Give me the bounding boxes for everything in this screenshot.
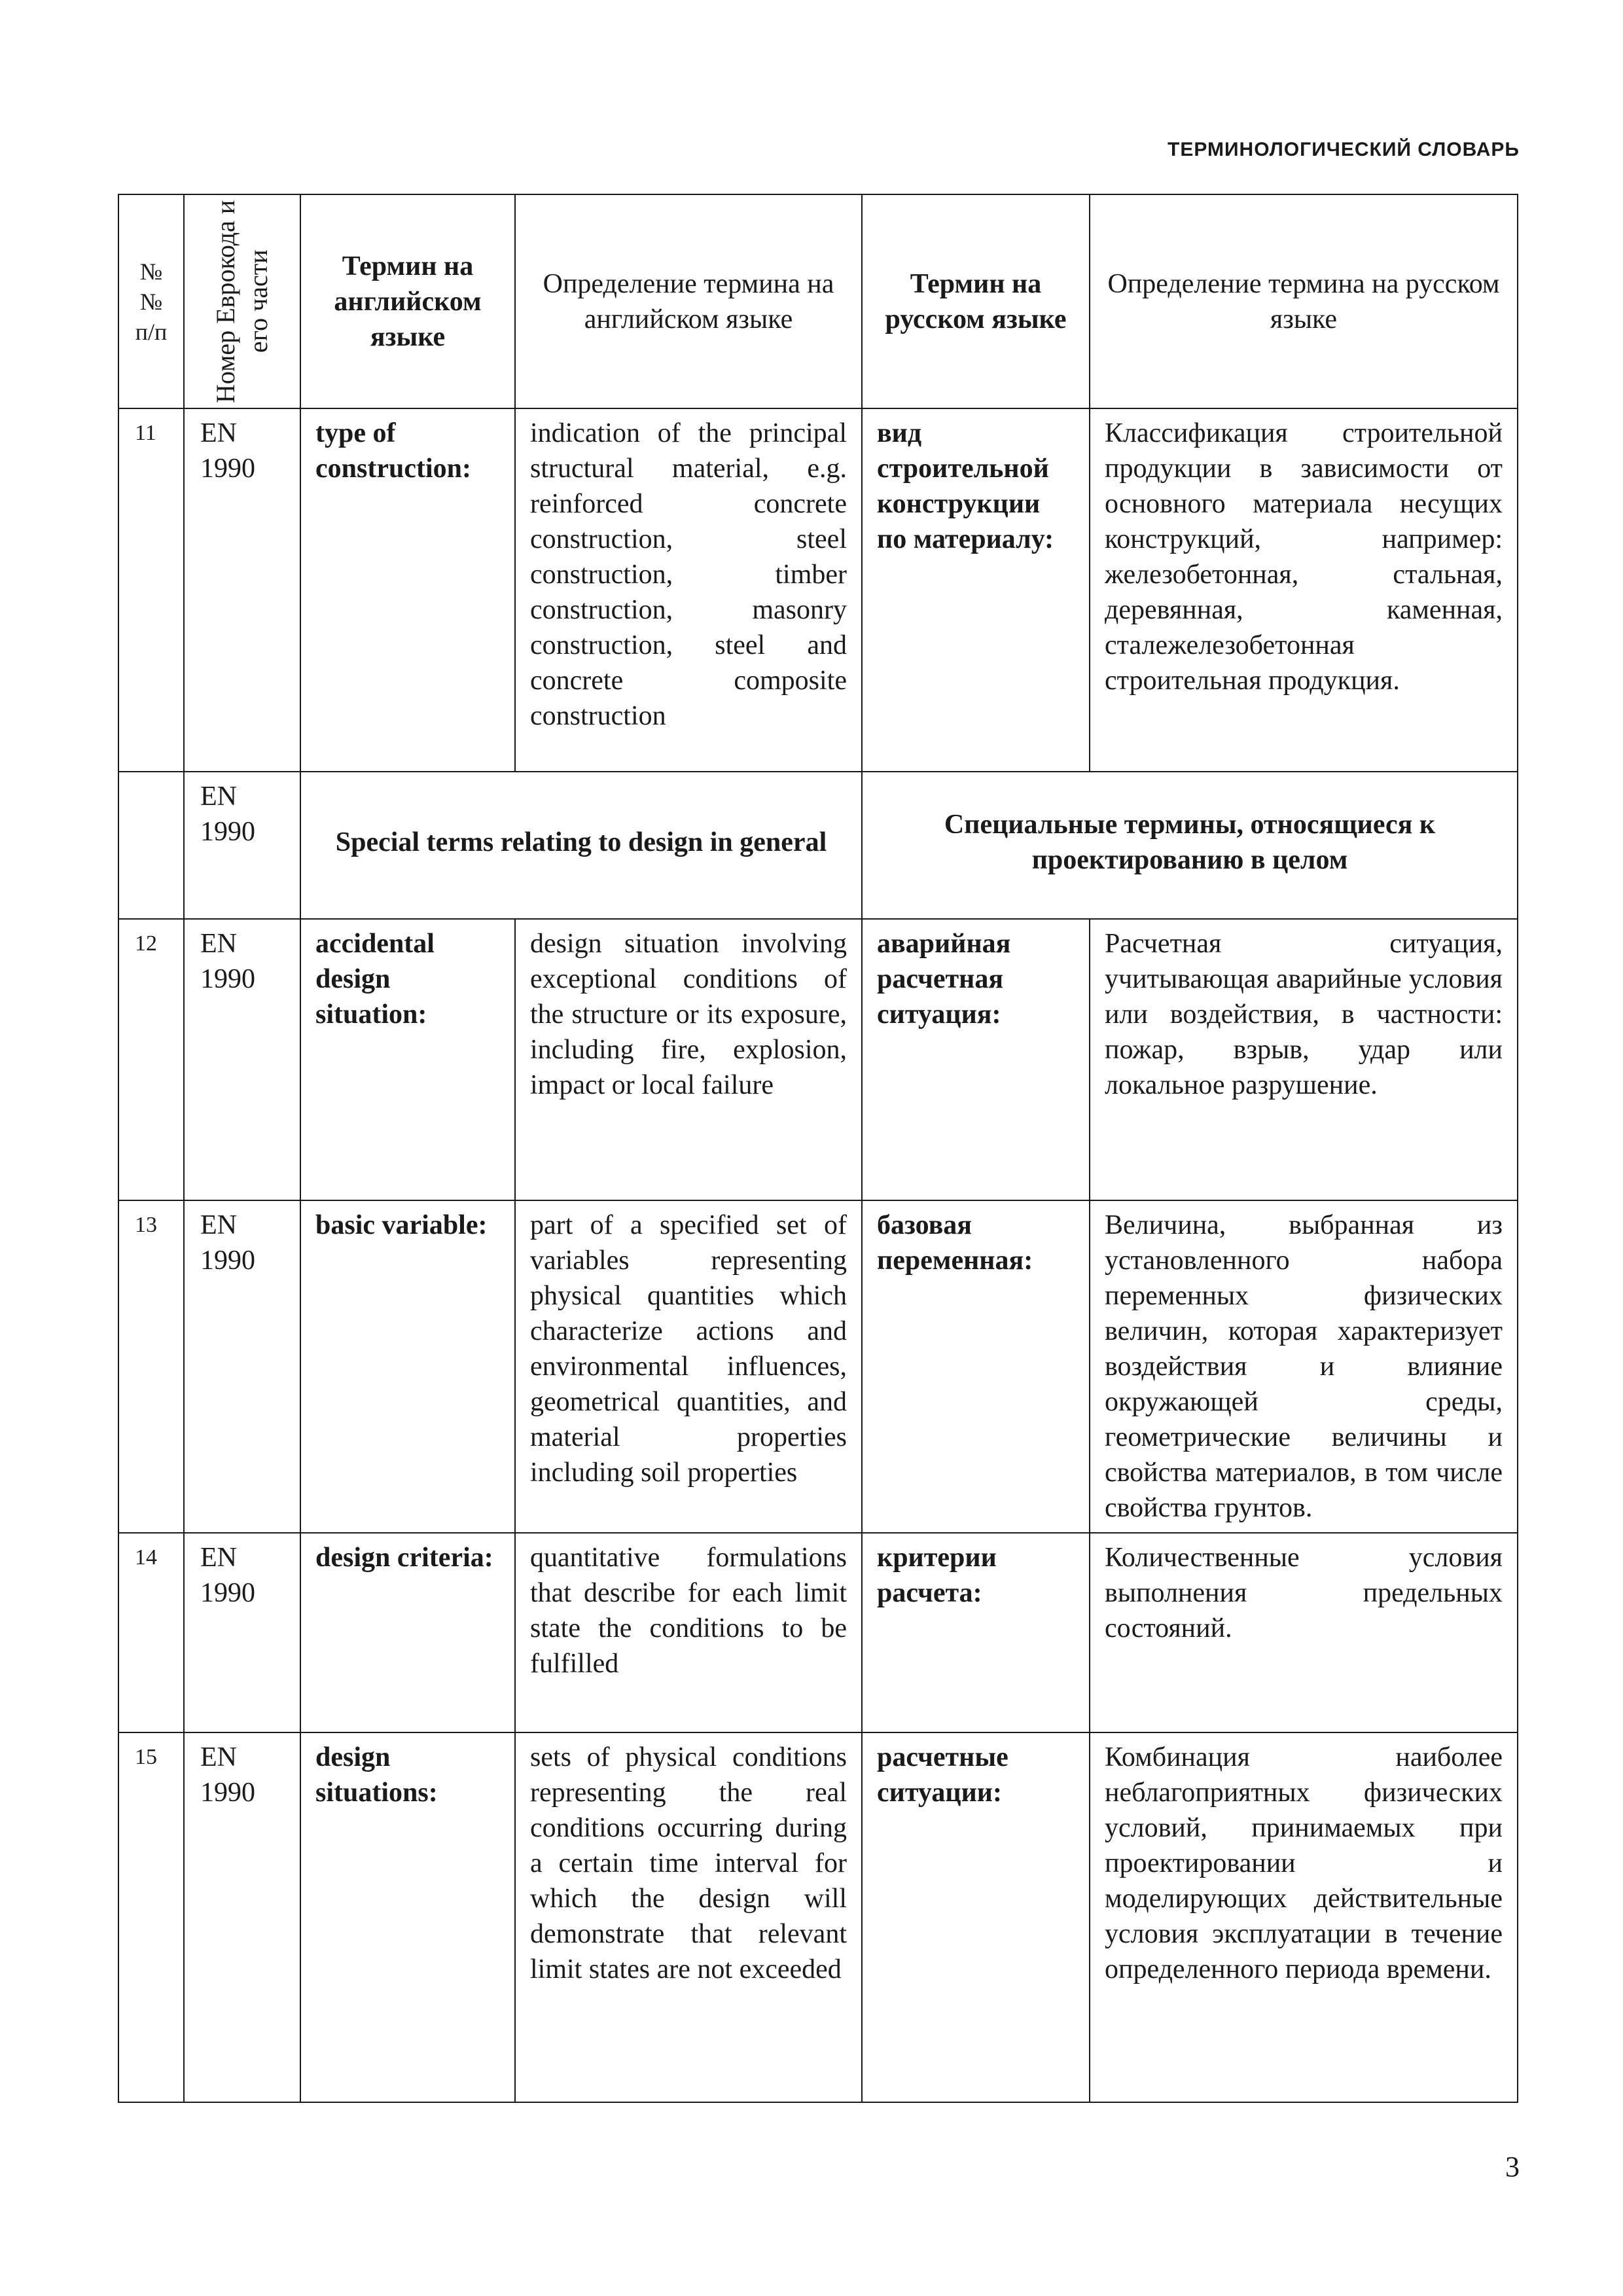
table-row (118, 1732, 1518, 2102)
russian-term: расчетные ситуации: (862, 1732, 1090, 2102)
english-definition: quantitative formulations that describe for each limit state the conditions to be fulfilled (515, 1533, 862, 1732)
russian-definition: Расчетная ситуация, учитывающая аварийные условия или воздействия, в частности: пожар, взрыв, удар или локальное разрушение. (1090, 919, 1518, 1200)
row-number: 11 (118, 408, 184, 772)
glossary-table (118, 194, 1518, 2103)
row-number: 15 (118, 1732, 184, 2102)
header-russian-definition: Определение термина на русском языке (1090, 194, 1518, 408)
english-definition: design situation involving exceptional conditions of the structure or its exposure, including fire, explosion, impact or local failure (515, 919, 862, 1200)
row-code: EN 1990 (184, 1732, 300, 2102)
table-row (118, 408, 1518, 772)
header-eurocode (184, 194, 300, 408)
header-number: №№ п/п (118, 194, 184, 408)
russian-term: аварийная расчетная ситуация: (862, 919, 1090, 1200)
row-code: EN 1990 (184, 1533, 300, 1732)
english-definition: part of a specified set of variables representing physical quantities which characterize actions and environmental influences, geometrical quantities, and material properties including soil properties (515, 1200, 862, 1533)
section-row (118, 772, 1518, 919)
english-term: design criteria: (300, 1533, 515, 1732)
table-header (118, 194, 1518, 408)
section-title-english: Special terms relating to design in general (300, 772, 862, 919)
row-number: 12 (118, 919, 184, 1200)
header-english-term: Термин на английском языке (300, 194, 515, 408)
row-code: EN 1990 (184, 772, 300, 919)
header-eurocode-label: Номер Еврокода и его части (211, 200, 273, 403)
english-definition: sets of physical conditions representing the real conditions occurring during a certain time interval for which the design will demonstrate that relevant limit states are not exceeded (515, 1732, 862, 2102)
row-code: EN 1990 (184, 1200, 300, 1533)
row-number: 14 (118, 1533, 184, 1732)
english-term: type of construction: (300, 408, 515, 772)
russian-term: вид строительной конструкции по материалу: (862, 408, 1090, 772)
russian-definition: Величина, выбранная из установленного набора переменных физических величин, которая характеризует воздействия и влияние окружающей среды, геометрические величины и свойства материалов, в том числе свойства грунтов. (1090, 1200, 1518, 1533)
russian-definition: Количественные условия выполнения предельных состояний. (1090, 1533, 1518, 1732)
english-term: accidental design situation: (300, 919, 515, 1200)
row-code: EN 1990 (184, 408, 300, 772)
english-definition: indication of the principal structural material, e.g. reinforced concrete construction, steel construction, timber construction, masonry construction, steel and concrete composite construction (515, 408, 862, 772)
section-title-russian: Специальные термины, относящиеся к проектированию в целом (862, 772, 1518, 919)
table-row (118, 1200, 1518, 1533)
row-number (118, 772, 184, 919)
russian-term: критерии расчета: (862, 1533, 1090, 1732)
row-number: 13 (118, 1200, 184, 1533)
table-row (118, 919, 1518, 1200)
english-term: basic variable: (300, 1200, 515, 1533)
russian-definition: Классификация строительной продукции в зависимости от основного материала несущих конструкций, например: железобетонная, стальная, деревянная, каменная, сталежелезобетонная строительная продукция. (1090, 408, 1518, 772)
table-row (118, 1533, 1518, 1732)
page-number: 3 (1505, 2151, 1520, 2183)
header-russian-term: Термин на русском языке (862, 194, 1090, 408)
english-term: design situations: (300, 1732, 515, 2102)
header-english-definition: Определение термина на английском языке (515, 194, 862, 408)
russian-term: базовая переменная: (862, 1200, 1090, 1533)
running-header: ТЕРМИНОЛОГИЧЕСКИЙ СЛОВАРЬ (1168, 139, 1520, 160)
russian-definition: Комбинация наиболее неблагоприятных физических условий, принимаемых при проектировании и моделирующих действительные условия эксплуатации в течение определенного периода времени. (1090, 1732, 1518, 2102)
row-code: EN 1990 (184, 919, 300, 1200)
